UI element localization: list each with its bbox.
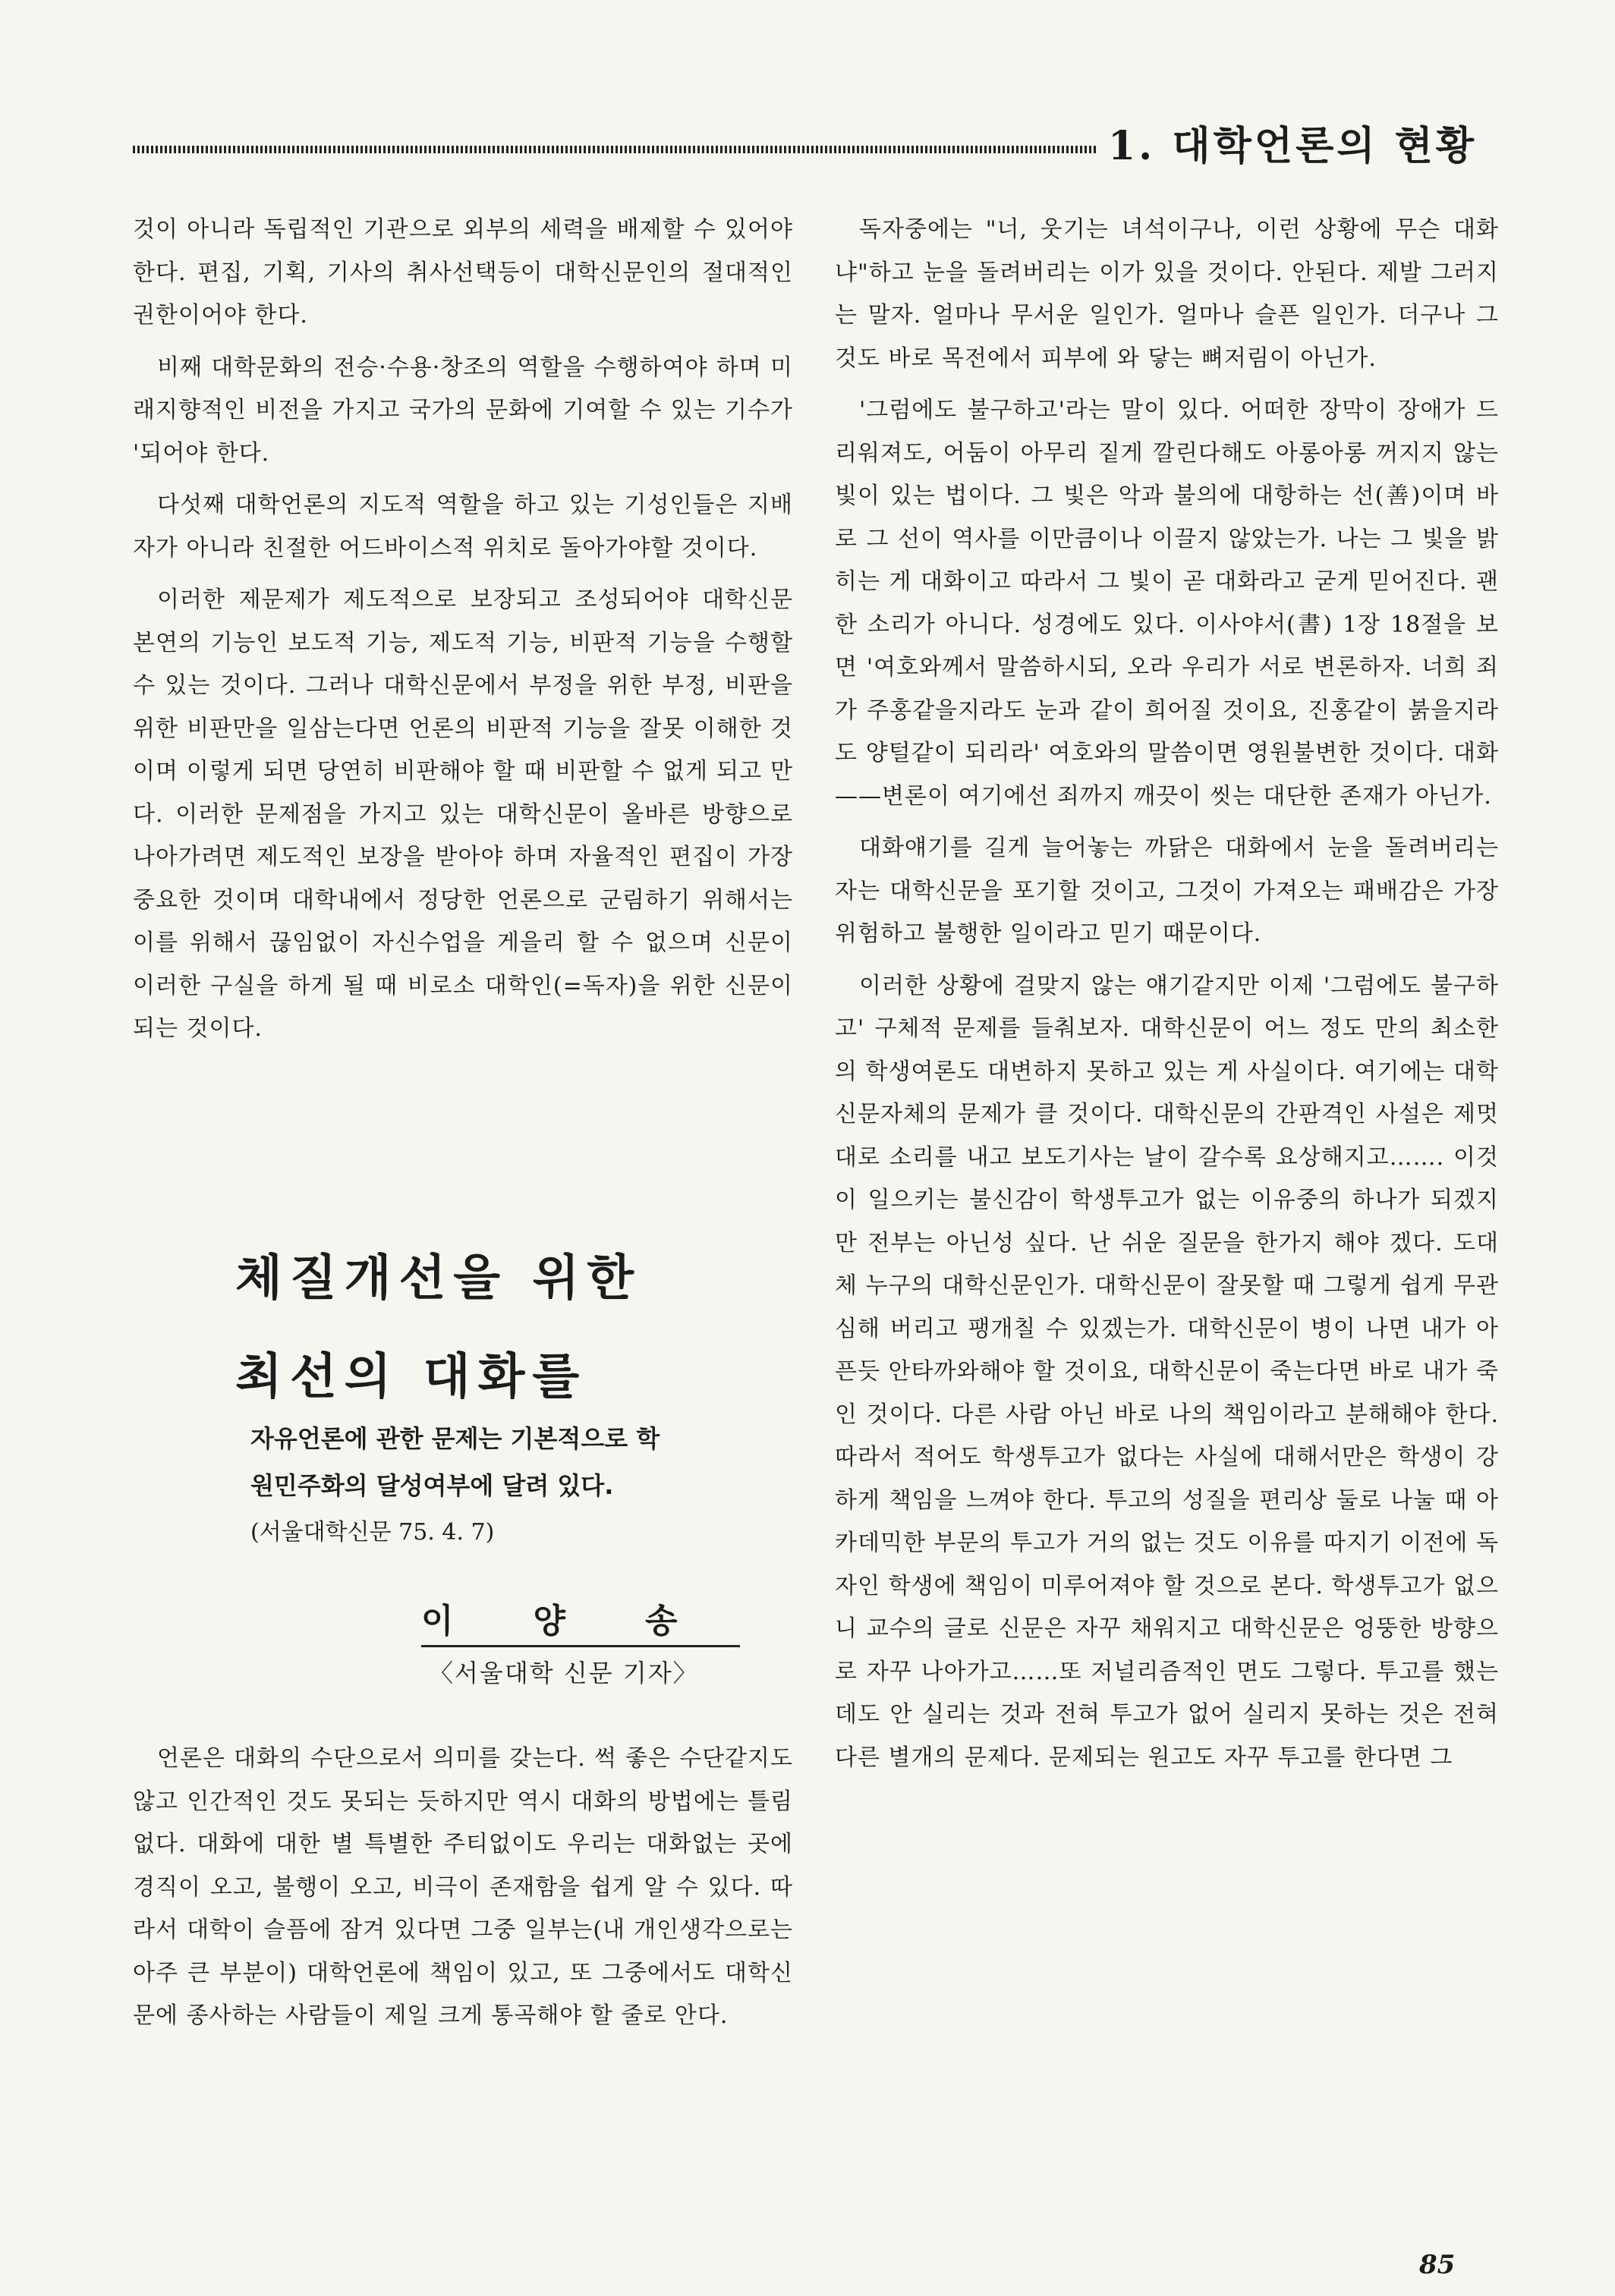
paragraph: 이러한 제문제가 제도적으로 보장되고 조성되어야 대학신문 본연의 기능인 보도적 기능, 제도적 기능, 비판적 기능을 수행할 수 있는 것이다. 그러나 대학신문에서 부정을 위한 부정, 비판을 위한 비판만을 일삼는다면 언론의 비판적 기능을 잘못 이해한 것이며 이렇게 되면 당연히 비판해야 할 때 비판할 수 없게 되고 만다. 이러한 문제점을 가지고 있는 대학신문이 올바른 방향으로 나아가려면 제도적인 보장을 받아야 하며 자율적인 편집이 가장 중요한 것이며 대학내에서 정당한 언론으로 군림하기 위해서는 이를 위해서 끊임없이 자신수업을 게을리 할 수 없으며 신문이 이러한 구실을 하게 될 때 비로소 대학인(=독자)을 위한 신문이 되는 것이다. [133, 587, 793, 1042]
paragraph: 대화얘기를 길게 늘어놓는 까닭은 대화에서 눈을 돌려버리는 자는 대학신문을 포기할 것이고, 그것이 가져오는 패배감은 가장 위험하고 불행한 일이라고 믿기 때문이다. [835, 835, 1499, 947]
deck-line-1: 자유언론에 관한 문제는 기본적으로 학 [250, 1424, 660, 1453]
article-title [235, 1229, 767, 1426]
title-line-1: 체질개선을 위한 [235, 1250, 642, 1307]
author-name: 이양송 [421, 1593, 740, 1647]
paragraph: '그럼에도 불구하고'라는 말이 있다. 어떠한 장막이 장애가 드리워져도, 어둠이 아무리 짙게 깔린다해도 아롱아롱 꺼지지 않는 빛이 있는 법이다. 그 빛은 악과 불의에 대항하는 선(善)이며 바로 그 선이 역사를 이만큼이나 이끌지 않았는가. 나는 그 빛을 밝히는 게 대화이고 따라서 그 빛이 곧 대화라고 굳게 믿어진다. 괜한 소리가 아니다. 성경에도 있다. 이사야서(書) 1장 18절을 보면 '여호와께서 말씀하시되, 오라 우리가 서로 변론하자. 너희 죄가 주홍같을지라도 눈과 같이 희어질 것이요, 진홍같이 붉을지라도 양털같이 되리라' 여호와의 말씀이면 영원불변한 것이다. 대화——변론이 여기에선 죄까지 깨끗이 씻는 대단한 존재가 아닌가. [835, 397, 1499, 810]
page-number: 85 [1419, 2250, 1456, 2280]
running-head: 1. 대학언론의 현황 [1108, 123, 1478, 169]
deck-line-2: 원민주화의 달성여부에 달려 있다. [250, 1471, 614, 1500]
article-deck [250, 1415, 782, 1556]
right-column [835, 209, 1499, 1788]
paragraph: 독자중에는 "너, 웃기는 녀석이구나, 이런 상황에 무슨 대화냐"하고 눈을 돌려버리는 이가 있을 것이다. 안된다. 제발 그러지는 말자. 얼마나 무서운 일인가. 얼마나 슬픈 일인가. 더구나 그것도 바로 목전에서 피부에 와 닿는 뼈저림이 아닌가. [835, 216, 1499, 372]
paragraph: 비째 대학문화의 전승·수용·창조의 역할을 수행하여야 하며 미래지향적인 비전을 가지고 국가의 문화에 기여할 수 있는 기수가 '되어야 한다. [133, 354, 793, 467]
paragraph: 것이 아니라 독립적인 기관으로 외부의 세력을 배제할 수 있어야 한다. 편집, 기획, 기사의 취사선택등이 대학신문인의 절대적인 권한이어야 한다. [133, 216, 793, 329]
left-column-top [133, 209, 793, 1060]
paragraph: 언론은 대화의 수단으로서 의미를 갖는다. 썩 좋은 수단같지도 않고 인간적인 것도 못되는 듯하지만 역시 대화의 방법에는 틀림없다. 대화에 대한 별 특별한 주티없이도 우리는 대화없는 곳에 경직이 오고, 불행이 오고, 비극이 존재함을 쉽게 알 수 있다. 따라서 대학이 슬픔에 잠겨 있다면 그중 일부는(내 개인생각으로는 아주 큰 부분이) 대학언론에 책임이 있고, 또 그중에서도 대학신문에 종사하는 사람들이 제일 크게 통곡해야 할 줄로 안다. [133, 1745, 793, 2029]
author-affiliation: 〈서울대학 신문 기자〉 [429, 1659, 699, 1687]
paragraph: 이러한 상황에 걸맞지 않는 얘기같지만 이제 '그럼에도 불구하고' 구체적 문제를 들춰보자. 대학신문이 어느 정도 만의 최소한의 학생여론도 대변하지 못하고 있는 게 사실이다. 여기에는 대학신문자체의 문제가 클 것이다. 대학신문의 간판격인 사설은 제멋대로 소리를 내고 보도기사는 날이 갈수록 요상해지고……. 이것이 일으키는 불신감이 학생투고가 없는 이유중의 하나가 되겠지만 전부는 아닌성 싶다. 난 쉬운 질문을 한가지 해야 겠다. 도대체 누구의 대학신문인가. 대학신문이 잘못할 때 그렇게 쉽게 무관심해 버리고 팽개칠 수 있겠는가. 대학신문이 병이 나면 내가 아픈듯 안타까와해야 할 것이요, 대학신문이 죽는다면 바로 내가 죽인 것이다. 다른 사람 아닌 바로 나의 책임이라고 분해해야 한다. 따라서 적어도 학생투고가 없다는 사실에 대해서만은 학생이 강하게 책임을 느껴야 한다. 투고의 성질을 편리상 둘로 나눌 때 아카데믹한 부문의 투고가 거의 없는 것도 이유를 따지기 이전에 독자인 학생에 책임이 미루어져야 할 것으로 본다. 학생투고가 없으니 교수의 글로 신문은 자꾸 채워지고 대학신문은 엉뚱한 방향으로 자꾸 나아가고……또 저널리즘적인 면도 그렇다. 투고를 했는데도 안 실리는 것과 전혀 투고가 없어 실리지 못하는 것은 전혀 다른 별개의 문제다. 문제되는 원고도 자꾸 투고를 한다면 그 [835, 972, 1499, 1771]
paragraph: 다섯째 대학언론의 지도적 역할을 하고 있는 기성인들은 지배자가 아니라 친절한 어드바이스적 위치로 돌아가야할 것이다. [133, 492, 793, 561]
deck-source: (서울대학신문 75. 4. 7) [250, 1519, 495, 1546]
left-column-bottom [133, 1738, 793, 2047]
header-rule [133, 146, 1097, 153]
title-line-2: 최선의 대화를 [235, 1348, 587, 1405]
